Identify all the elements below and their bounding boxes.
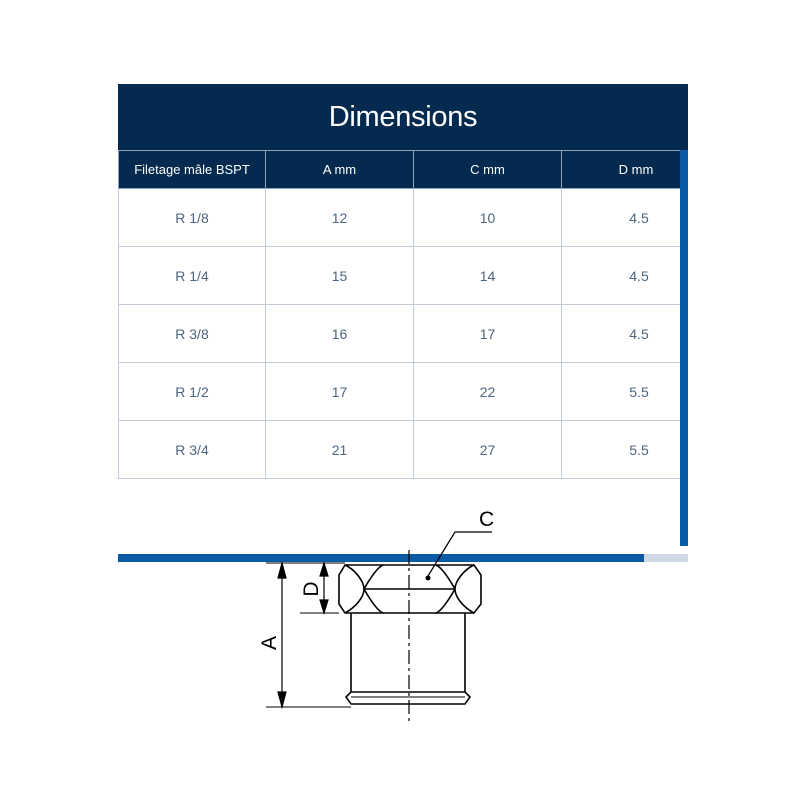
cell-c: 10: [414, 189, 562, 247]
dimension-d-arrow-top: [320, 563, 328, 576]
cell-a: 16: [266, 305, 414, 363]
label-d: D: [300, 581, 323, 597]
cell-c: 14: [414, 247, 562, 305]
cell-d: 4.5: [562, 247, 681, 305]
label-c: C: [479, 508, 495, 531]
cell-a: 12: [266, 189, 414, 247]
cell-a: 21: [266, 421, 414, 479]
header-thread: Filetage mâle BSPT: [119, 151, 266, 189]
leader-c: [428, 532, 492, 576]
cell-c: 22: [414, 363, 562, 421]
dimension-a-arrow-bottom: [278, 692, 286, 707]
cell-a: 15: [266, 247, 414, 305]
threaded-body: [346, 613, 470, 704]
cell-thread: R 1/2: [119, 363, 266, 421]
cell-d: 4.5: [562, 189, 681, 247]
cell-d: 5.5: [562, 421, 681, 479]
cell-c: 17: [414, 305, 562, 363]
dimension-a-arrow-top: [278, 563, 286, 578]
leader-c-dot: [426, 576, 431, 581]
cell-d: 4.5: [562, 305, 681, 363]
dimension-d-arrow-bottom: [320, 600, 328, 613]
cell-thread: R 1/8: [119, 189, 266, 247]
hex-face-left: [345, 565, 364, 613]
cell-thread: R 1/4: [119, 247, 266, 305]
header-d: D mm: [562, 151, 681, 189]
hex-face-right: [455, 565, 474, 613]
cell-a: 17: [266, 363, 414, 421]
header-a: A mm: [266, 151, 414, 189]
table-title: Dimensions: [118, 84, 688, 150]
label-a: A: [258, 635, 281, 651]
cell-thread: R 3/8: [119, 305, 266, 363]
header-c: C mm: [414, 151, 562, 189]
cell-d: 5.5: [562, 363, 681, 421]
cell-c: 27: [414, 421, 562, 479]
cell-thread: R 3/4: [119, 421, 266, 479]
